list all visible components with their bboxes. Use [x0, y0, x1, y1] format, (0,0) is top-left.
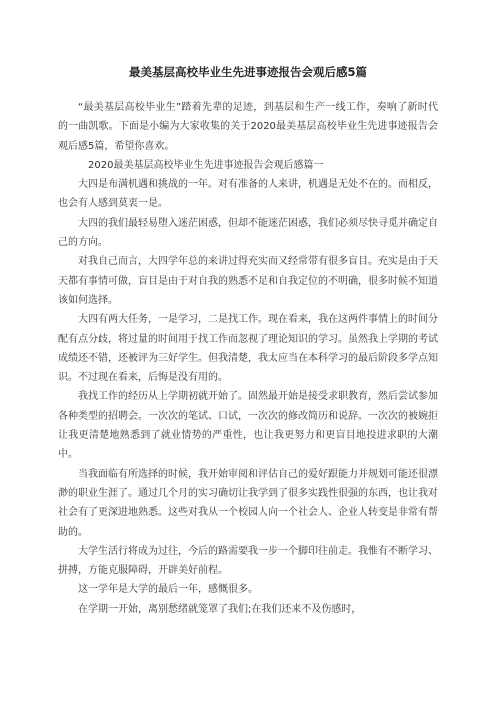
paragraph: 当我面临有所选择的时候，我开始审阅和评估自己的爱好跟能力并规划可能还很漂渺的职业生涯了。通过几个月的实习确切让我学到了很多实践性很强的东西，也让我对社会有了更深进地熟悉。这些对我从一个校园人向一个社会人、企业人转变是非常有帮助的。 [58, 468, 438, 538]
paragraph-intro: “最美基层高校毕业生”踏着先辈的足迹，到基层和生产一线工作，奏响了新时代的一曲凯歌。下面是小编为大家收集的关于2020最美基层高校毕业生先进事迹报告会观后感5篇，希望你喜欢。 [58, 102, 438, 152]
paragraph: 对我自己而言，大四学年总的来讲过得充实而又经常带有很多盲目。充实是由于天天都有事情可做，盲目是由于对自我的熟悉不足和自我定位的不明确，很多时候不知道该如何选择。 [58, 256, 438, 306]
paragraph: 大四是布满机遇和挑战的一年。对有准备的人来讲，机遇是无处不在的。而相反，也会有人感到莫衷一是。 [58, 179, 438, 210]
paragraph: 这一学年是大学的最后一年，感慨很多。 [78, 584, 258, 596]
paragraph: 在学期一开始，离别愁绪就笼罩了我们;在我们还来不及伤感时， [78, 603, 362, 615]
section-heading: 2020最美基层高校毕业生先进事迹报告会观后感篇一 [88, 159, 324, 171]
document-title: 最美基层高校毕业生先进事迹报告会观后感5篇 [129, 65, 367, 79]
paragraph: 大四有两大任务，一是学习，二是找工作。现在看来，我在这两件事情上的时间分配有点分歧，将过量的时间用于找工作而忽视了理论知识的学习。虽然我上学期的考试成绩还不错，还被评为三好学生。但我清楚，我太应当在本科学习的最后阶段多学点知识。不过现在看来，后悔是没有用的。 [58, 314, 438, 384]
paragraph: 大学生活行将成为过往，今后的路需要我一步一个脚印往前走。我惟有不断学习、拼搏，方能克服障碍，开辟美好前程。 [58, 545, 438, 577]
paragraph: 大四的我们最轻易堕入迷茫困惑，但却不能迷茫困惑，我们必须尽快寻觅并确定自己的方向。 [58, 217, 438, 249]
paragraph: 我找工作的经历从上学期初就开始了。固然最开始是接受求职教育，然后尝试参加各种类型的招聘会。一次次的笔试、口试，一次次的修改简历和说辞。一次次的被婉拒让我更清楚地熟悉到了就业情势的严重性，也让我更努力和更盲目地投进求职的大潮中。 [58, 391, 438, 461]
